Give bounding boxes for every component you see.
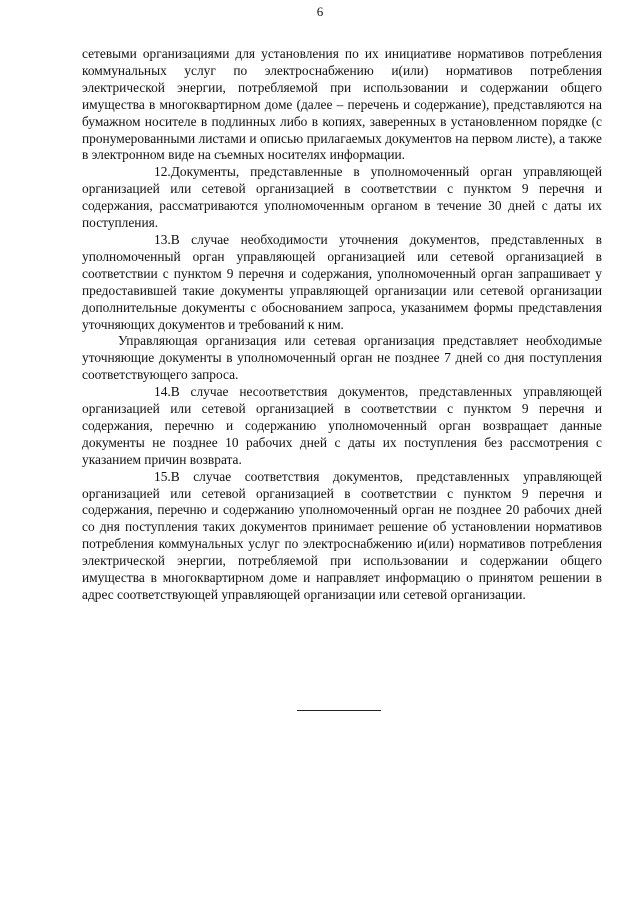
paragraph-13-continued: [82, 333, 602, 384]
paragraph-continuation: [82, 46, 602, 164]
paragraph-12: [82, 164, 602, 232]
paragraph-text: сетевыми организациями для установления по их инициативе нормативов потребления коммунальных услуг по электроснабжению и(или) нормативов потребления электрической энергии, потребляемой при использовании и содержании общего имущества в многоквартирном доме (далее – перечень и содержание), представляются на бумажном носителе в подлинных либо в копиях, заверенных в установленном порядке (с пронумерованными листами и описью прилагаемых документов на первом листе), а также в электронном виде на съемных носителях информации.: [82, 46, 602, 163]
paragraph-text: В случае несоответствия документов, представленных управляющей организацией или сетевой организацией в соответствии с пунктом 9 перечня и содержания, перечню и содержанию уполномоченный орган возвращает данные документы не позднее 10 рабочих дней с даты их поступления без рассмотрения с указанием причин возврата.: [82, 384, 602, 467]
paragraph-14: [82, 384, 602, 469]
paragraph-number: 15.: [154, 468, 171, 484]
paragraph-text: Документы, представленные в уполномоченный орган управляющей организацией или сетевой организацией в соответствии с пунктом 9 перечня и содержания, рассматриваются уполномоченным органом в течение 30 дней с даты их поступления.: [82, 164, 602, 231]
paragraph-number: 12.: [154, 164, 171, 180]
paragraph-13: [82, 232, 602, 333]
document-body: [82, 46, 602, 604]
paragraph-text: Управляющая организация или сетевая организация представляет необходимые уточняющие документы в уполномоченный орган не позднее 7 дней со дня поступления соответствующего запроса.: [82, 333, 602, 383]
paragraph-number: 13.: [154, 231, 171, 247]
paragraph-text: В случае необходимости уточнения документов, представленных в уполномоченный орган управляющей организацией или сетевой организацией в соответствии с пунктом 9 перечня и содержания, уполномоченный орган запрашивает у предоставившей такие документы управляющей организации или сетевой организации дополнительные документы с обоснованием запроса, указанимем формы представления уточняющих документов и требований к ним.: [82, 231, 602, 332]
page-number: 6: [316, 4, 324, 19]
paragraph-text: В случае соответствия документов, представленных управляющей организацией или сетевой организацией в соответствии с пунктом 9 перечня и содержания, перечню и содержанию уполномоченный орган не позднее 20 рабочих дней со дня поступления таких документов принимает решение об установлении нормативов потребления коммунальных услуг по электроснабжению и(или) нормативов потребления электрической энергии, потребляемой при использовании и содержании общего имущества в многоквартирном доме и направляет информацию о принятом решении в адрес соответствующей управляющей организации или сетевой организации.: [82, 468, 602, 602]
paragraph-number: 14.: [154, 384, 171, 400]
closing-divider-line: [297, 710, 381, 711]
paragraph-15: [82, 469, 602, 604]
